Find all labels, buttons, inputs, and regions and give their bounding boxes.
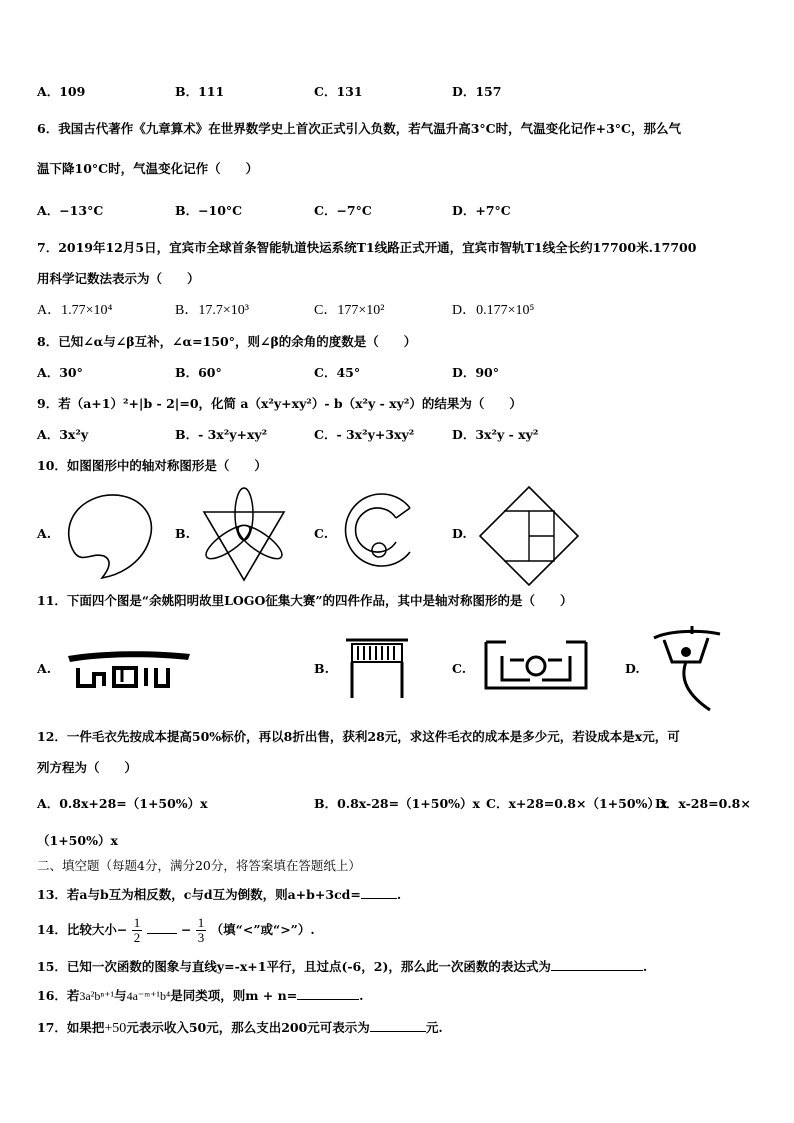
q14-stem — [37, 912, 315, 948]
q13-end: . — [396, 887, 402, 902]
q10-figure-d-square-in-square — [478, 485, 580, 587]
q16-term-2: 4a⁻ᵐ⁺¹b⁴ — [126, 989, 171, 1003]
q6-option-d: D．+7°C — [452, 203, 511, 218]
q14-mid: − — [180, 922, 192, 937]
q14-fraction-2-denominator: 3 — [197, 930, 205, 945]
q16-term-1: 3a²bⁿ⁺¹ — [79, 989, 115, 1003]
q7-stem-line1: 7．2019年12月5日，宜宾市全球首条智能轨道快运系统T1线路正式开通，宜宾市智轨T1线全长约17700米.17700 — [37, 240, 697, 255]
q16-stem — [37, 987, 364, 1004]
q17-stem — [37, 1019, 443, 1037]
q5-option-a: A．109 — [37, 84, 86, 99]
q11-label-d: D. — [625, 661, 640, 676]
q12-option-a: A．0.8x+28=（1+50%）x — [37, 796, 208, 811]
q6-option-b: B．−10°C — [175, 203, 243, 218]
q6-option-a: A．−13°C — [37, 203, 104, 218]
q11-label-a: A. — [37, 661, 52, 676]
q10-label-b: B. — [175, 526, 190, 541]
q15-stem — [37, 958, 647, 975]
q12-option-d-continued: （1+50%）x — [37, 833, 118, 848]
q16-answer-blank[interactable] — [297, 987, 359, 1000]
q14-post: （填“<”或“>”）. — [210, 922, 315, 937]
section-heading-fill-in: 二、填空题（每题4分，满分20分，将答案填在答题纸上） — [37, 858, 361, 873]
q10-stem: 10．如图图形中的轴对称图形是（ ） — [37, 458, 267, 473]
q11-figure-c-seal-logo — [480, 636, 592, 696]
q16-pre: 16．若 — [37, 988, 80, 1003]
q12-option-b: B．0.8x-28=（1+50%）x — [314, 796, 480, 811]
q7-option-d: D．0.177×10⁵ — [452, 303, 535, 318]
q7-option-a: A．1.77×10⁴ — [37, 303, 113, 318]
q17-value: +50 — [104, 1021, 127, 1036]
q11-label-b: B. — [314, 661, 329, 676]
q12-option-d: D．x-28=0.8× — [655, 796, 751, 811]
q14-fraction-2-numerator: 1 — [197, 915, 205, 930]
q14-answer-blank[interactable] — [147, 921, 177, 934]
q16-post: 是同类项，则m + n= — [170, 988, 298, 1003]
q12-stem-line2: 列方程为（ ） — [37, 760, 138, 775]
q9-option-a: A．3x²y — [37, 427, 89, 442]
q13-answer-blank[interactable] — [361, 886, 397, 899]
q9-option-c: C．- 3x²y+3xy² — [314, 427, 415, 442]
q10-label-d: D. — [452, 526, 467, 541]
q10-figure-b-triangle-petals — [198, 484, 290, 584]
q5-option-d: D．157 — [452, 84, 502, 99]
q11-figure-d-cup-logo — [650, 622, 722, 714]
q11-figure-b-gate-logo — [344, 634, 410, 700]
q8-option-b: B．60° — [175, 365, 222, 380]
q12-stem-line1: 12．一件毛衣先按成本提高50%标价，再以8折出售，获利28元，求这件毛衣的成本是多少元，若设成本是x元，可 — [37, 729, 680, 744]
q16-mid: 与 — [114, 988, 127, 1003]
q6-stem-line2: 温下降10°C时，气温变化记作（ ） — [37, 161, 259, 176]
q17-answer-blank[interactable] — [370, 1019, 426, 1032]
q14-fraction-1-denominator: 2 — [133, 930, 141, 945]
q9-stem: 9．若（a+1）²+|b - 2|=0，化简 a（x²y+xy²）- b（x²y - xy²）的结果为（ ） — [37, 396, 522, 411]
q5-option-b: B．111 — [175, 84, 225, 99]
q13-text: 13．若a与b互为相反数，c与d互为倒数，则a+b+3cd= — [37, 887, 361, 902]
q17-end: 元. — [425, 1020, 443, 1035]
q6-option-c: C．−7°C — [314, 203, 372, 218]
q13-stem — [37, 886, 401, 903]
q15-end: . — [642, 959, 648, 974]
q11-figure-a-logo — [64, 646, 194, 690]
q16-end: . — [359, 988, 364, 1003]
q11-stem: 11．下面四个图是“余姚阳明故里LOGO征集大赛”的四件作品，其中是轴对称图形的是（ ） — [37, 593, 573, 608]
q11-label-c: C. — [452, 661, 467, 676]
q17-mid: 元表示收入50元，那么支出200元可表示为 — [126, 1020, 370, 1035]
q8-option-a: A．30° — [37, 365, 83, 380]
q14-pre: 14．比较大小− — [37, 922, 128, 937]
q17-pre: 17．如果把 — [37, 1020, 105, 1035]
q10-label-a: A. — [37, 526, 52, 541]
q7-option-c: C．177×10² — [314, 303, 385, 318]
q10-figure-a-comma-shape — [62, 488, 162, 583]
q15-text: 15．已知一次函数的图象与直线y=-x+1平行，且过点(-6，2)，那么此一次函数的表达式为 — [37, 959, 551, 974]
q6-stem-line1: 6．我国古代著作《九章算术》在世界数学史上首次正式引入负数，若气温升高3°C时，气温变化记作+3°C，那么气 — [37, 121, 681, 136]
q15-answer-blank[interactable] — [551, 958, 643, 971]
q8-option-d: D．90° — [452, 365, 499, 380]
q7-stem-line2: 用科学记数法表示为（ ） — [37, 271, 200, 286]
q7-option-b: B．17.7×10³ — [175, 303, 249, 318]
q9-option-d: D．3x²y - xy² — [452, 427, 539, 442]
q12-option-c: C．x+28=0.8×（1+50%）x — [486, 796, 668, 811]
q10-label-c: C. — [314, 526, 329, 541]
q5-option-c: C．131 — [314, 84, 363, 99]
q10-figure-c-ring-shape — [338, 488, 420, 574]
q14-fraction-1 — [132, 916, 143, 945]
q14-fraction-2 — [196, 916, 207, 945]
q14-fraction-1-numerator: 1 — [133, 915, 141, 930]
q8-stem: 8．已知∠α与∠β互补，∠α=150°，则∠β的余角的度数是（ ） — [37, 334, 417, 349]
q9-option-b: B．- 3x²y+xy² — [175, 427, 268, 442]
q8-option-c: C．45° — [314, 365, 361, 380]
